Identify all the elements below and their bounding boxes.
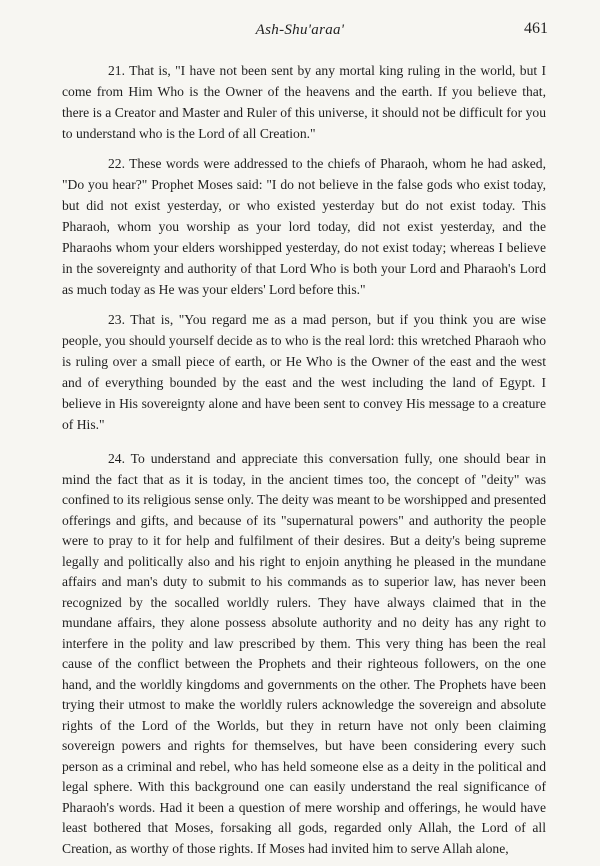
note-text: These words were addressed to the chiefs of Pharaoh, whom he had asked, "Do you hear?" Prophet Moses said: "I do not believe in the false gods who exist today, but did not exist yesterday, or who existed yesterday but do not exist today. This Pharaoh, whom you worship as your lord today, did not exist yesterday, and the Pharaohs whom your elders worshipped yesterday, do not exist today; whereas I believe in the sovereignty and authority of that Lord Who is both your Lord and Pharaoh's Lord as much today as He was your elders' Lord before this.": [62, 156, 546, 297]
running-header-title: Ash-Shu'araa': [255, 22, 345, 38]
note-number: 22.: [108, 156, 125, 171]
note-22: [62, 153, 546, 300]
page-number: 461: [524, 20, 548, 37]
note-24: [62, 449, 546, 859]
note-number: 24.: [108, 451, 125, 466]
commentary-notes: [62, 60, 546, 859]
note-number: 23.: [108, 312, 125, 327]
note-23: [62, 309, 546, 435]
note-text: That is, "I have not been sent by any mortal king ruling in the world, but I come from Him Who is the Owner of the heavens and the earth. If you believe that, there is a Creator and Master and Ruler of this universe, it should not be difficult for you to understand who is the Lord of all Creation.": [62, 63, 547, 141]
note-21: [62, 60, 546, 144]
note-text: To understand and appreciate this conversation fully, one should bear in mind the fact that as it is today, in the ancient times too, the concept of "deity" was confined to its religious sense only. The deity was meant to be worshipped and presented offerings and gifts, and because of its "supernatural powers" and authority the people were to pray to it for help and fulfilment of their desires. But a deity's being supreme legally and politically also and his right to enjoin anything he pleased in the mundane affairs and man's duty to submit to his commands as to superior law, has never been recognized by the socalled worldly rulers. They have always claimed that in the mundane affairs, they alone possess absolute authority and no deity has any right to interfere in the polity and law prescribed by them. This very thing has been the real cause of the conflict between the Prophets and their righteous followers, on the one hand, and the worldly kingdoms and governments on the other. The Prophets have been trying their utmost to make the worldly rulers acknowledge the sovereign and absolute rights of the Lord of the Worlds, but they in return have not only been claiming sovereign powers and rights for themselves, but have been considering every such person as a criminal and rebel, who has held someone else as a deity in the political and legal sphere. With this background one can easily understand the real significance of Pharaoh's words. Had it been a question of mere worship and offerings, he would have least bothered that Moses, forsaking all gods, regarded only Allah, the Lord of all Creation, as worthy of those rights. If Moses had invited him to serve Allah alone,: [62, 451, 546, 856]
note-text: That is, "You regard me as a mad person, but if you think you are wise people, you should yourself decide as to who is the real lord: this wretched Pharaoh who is ruling over a small piece of earth, or He Who is the Owner of the east and the west and of everything bounded by the east and the west including the land of Egypt. I believe in His sovereignty alone and have been sent to convey His message to a creature of His.": [62, 312, 546, 432]
note-number: 21.: [108, 63, 125, 78]
